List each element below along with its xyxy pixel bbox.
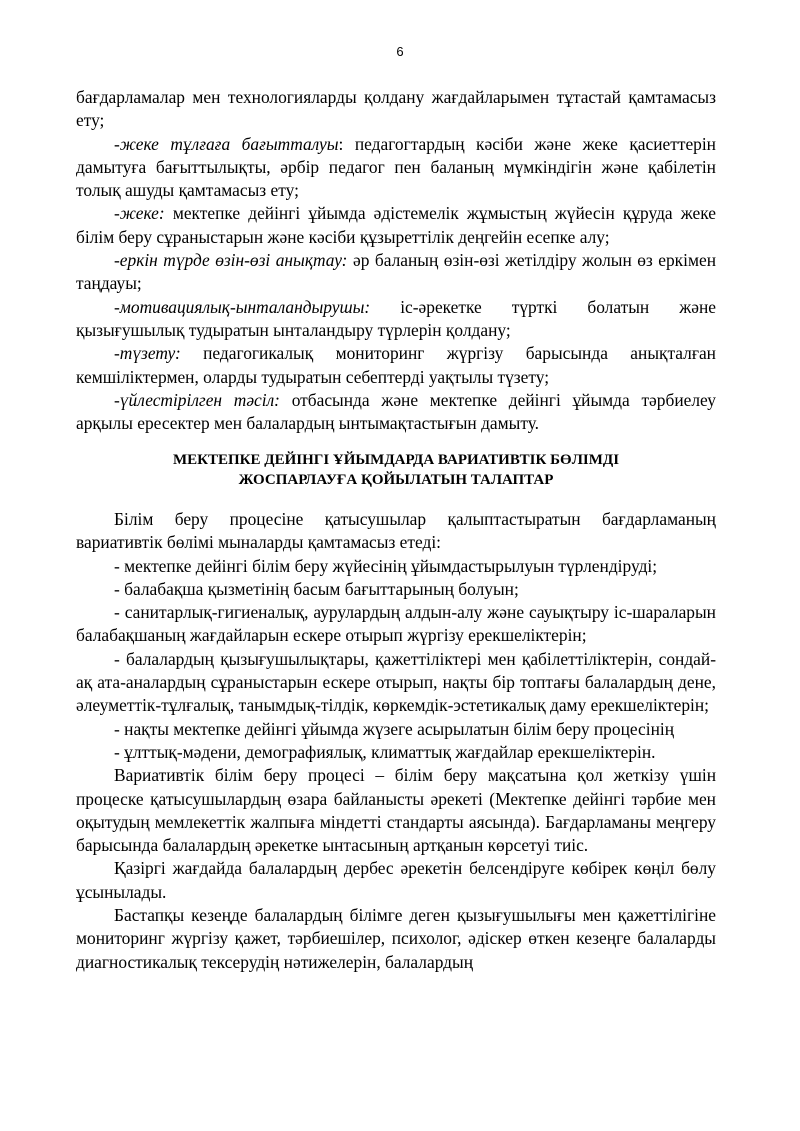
intro-line: бағдарламалар мен технологияларды қолдану жағдайларымен тұтастай қамтамасыз ету; [76,87,716,131]
principle-text: педагогтардың кәсіби және жеке қасиеттерін дамытуға бағыттылықты, әрбір педагог пен баланың мүмкіндігін және қабілетін толық ашуды қамтамасыз ету; [76,133,716,201]
requirement-item: - мектепке дейінгі білім беру жүйесінің ұйымдастырылуын түрлендіруді; [114,555,658,576]
principle-item: -жеке тұлғаға бағытталуы: педагогтардың кәсіби және жеке қасиеттерін дамытуға бағыттылықты, әрбір педагог пен баланың мүмкіндігін және қабілетін толық ашуды қамтамасыз ету; [76,133,716,201]
principle-item: -мотивациялық-ынталандырушы: іс-әрекетке түрткі болатын және қызығушылық тудыратын ынталандыру түрлерін қолдану; [76,296,716,340]
principle-term: еркін түрде өзін-өзі анықтау: [119,250,348,271]
section-heading-line: ЖОСПАРЛАУҒА ҚОЙЫЛАТЫН ТАЛАПТАР [238,472,554,488]
requirement-item: - балабақша қызметінің басым бағыттарының болуын; [114,578,519,599]
principle-term: жеке: [119,203,165,224]
requirement-item: - балалардың қызығушылықтары, қажеттіліктері мен қабілеттіліктерін, сондай-ақ ата-аналардың сұраныстарын ескере отырып, нақты бір топтағы балалардың дене, әлеуметтік-тұлғалық, танымдық-тілдік, көркемдік-эстетикалық даму ерекшеліктерін; [76,648,716,716]
body-paragraph: Бастапқы кезеңде балалардың білімге деген қызығушылығы мен қажеттілігіне мониторинг жүргізу қажет, тәрбиешілер, психолог, әдіскер өткен кезеңге балаларды диагностикалық тексерудің нәтижелерін, балалардың [76,905,716,972]
principle-term: түзету: [119,343,181,364]
principle-item: -түзету: педагогикалық мониторинг жүргізу барысында анықталған кемшіліктермен, оларды тудыратын себептерді уақтылы түзету; [76,343,716,387]
principle-term: үйлестірілген тәсіл: [119,389,280,410]
principle-term: мотивациялық-ынталандырушы: [119,296,371,317]
principle-item: -үйлестірілген тәсіл: отбасында және мектепке дейінгі ұйымда тәрбиелеу арқылы ересектер мен балалардың ынтымақтастығын дамыту. [76,389,716,434]
page-number: 6 [396,44,404,59]
body-paragraph: Қазіргі жағдайда балалардың дербес әрекетін белсендіруге көбірек көңіл бөлу ұсынылады. [76,858,716,902]
principle-term: жеке тұлғаға бағытталуы [119,133,339,154]
principle-text: әр баланың өзін-өзі жетілдіру жолын өз еркімен таңдауы; [76,250,716,294]
principle-text: мектепке дейінгі ұйымда әдістемелік жұмыстың жүйесін құруда жеке білім беру сұраныстарын және кәсіби құзыреттілік деңгейін есепке алу; [76,203,717,247]
principle-text: отбасында және мектепке дейінгі ұйымда тәрбиелеу арқылы ересектер мен балалардың ынтымақтастығын дамыту. [76,389,716,434]
body-paragraph: Вариативтік білім беру процесі – білім беру мақсатына қол жеткізу үшін процеске қатысушылардың өзара байланысты әрекеті (Мектепке дейінгі тәрбие мен оқытудың мемлекеттік жалпыға міндетті стандарты аясында). Бағдарламаны меңгеру барысында балалардың әрекетке ынтасының артқанын көрсетуі тиіс. [76,765,716,856]
principle-item: -еркін түрде өзін-өзі анықтау: әр баланың өзін-өзі жетілдіру жолын өз еркімен таңдауы; [76,250,716,294]
section-heading-line: МЕКТЕПКЕ ДЕЙІНГІ ҰЙЫМДАРДА ВАРИАТИВТІК БӨЛІМДІ [172,452,620,468]
section-heading [76,450,716,490]
requirement-item: - ұлттық-мәдени, демографиялық, климаттық жағдайлар ерекшеліктерін. [114,741,656,762]
principle-text: іс-әрекетке түрткі болатын және қызығушылық тудыратын ынталандыру түрлерін қолдану; [76,296,716,340]
principle-item: -жеке: мектепке дейінгі ұйымда әдістемелік жұмыстың жүйесін құруда жеке білім беру сұраныстарын және кәсіби құзыреттілік деңгейін есепке алу; [76,203,717,247]
requirement-item: - нақты мектепке дейінгі ұйымда жүзеге асырылатын білім беру процесінің [114,718,675,739]
principles-block [76,86,716,435]
requirements-block [76,508,716,974]
requirement-item: - санитарлық-гигиеналық, аурулардың алдын-алу және сауықтыру іс-шараларын балабақшаның жағдайларын ескере отырып жүргізу ерекшеліктерін; [76,602,716,646]
principle-text: педагогикалық мониторинг жүргізу барысында анықталған кемшіліктермен, оларды тудыратын себептерді уақтылы түзету; [76,343,716,387]
section-intro: Білім беру процесіне қатысушылар қалыптастыратын бағдарламаның вариативтік бөлімі мыналарды қамтамасыз етеді: [76,509,716,553]
